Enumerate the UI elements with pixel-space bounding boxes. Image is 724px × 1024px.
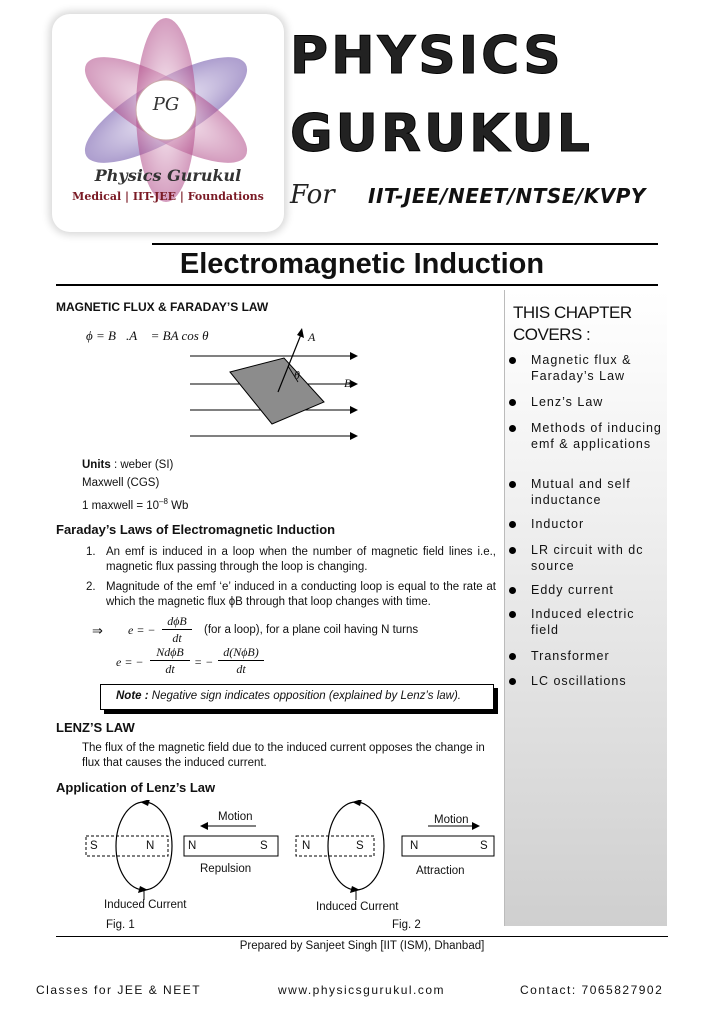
topic-label: Magnetic flux & Faraday’s Law — [531, 353, 632, 383]
fig2-caption: Fig. 2 — [392, 919, 421, 931]
maxwell-unit: Wb — [167, 499, 189, 512]
fig1-magnet-n: N — [146, 840, 155, 852]
fig1-motion-label: Motion — [218, 811, 253, 823]
topic-item — [531, 476, 665, 508]
area-vector-label: A⃗ — [308, 330, 325, 344]
eq2-lhs: e = − — [116, 655, 144, 669]
topic-label: LR circuit with dc source — [531, 543, 644, 573]
fig1-effect: Repulsion — [200, 863, 252, 875]
theta-label: θ — [294, 368, 300, 382]
flux-diagram — [190, 320, 370, 450]
lenz-application-heading: Application of Lenz’s Law — [56, 780, 216, 795]
eq2-numerator: NdϕB — [150, 645, 190, 661]
bullet-icon — [509, 611, 516, 618]
field-vector-label: B⃗ — [344, 376, 361, 390]
fig1-current-label: Induced Current — [104, 899, 187, 911]
units-si: : weber (SI) — [110, 459, 174, 471]
lenz-heading: LENZ’S LAW — [56, 720, 135, 735]
topic-label: Eddy current — [531, 583, 614, 597]
topic-item — [531, 516, 665, 532]
topic-item — [531, 394, 665, 410]
implies-arrow: ⇒ — [92, 623, 103, 638]
fig1-bar-s: S — [260, 840, 268, 852]
bullet-icon — [509, 481, 516, 488]
topic-item — [531, 673, 665, 689]
fig1-bar-n: N — [188, 840, 197, 852]
maxwell-conversion — [82, 494, 188, 514]
maxwell-eq: 1 maxwell = 10 — [82, 499, 160, 512]
bullet-icon — [509, 357, 516, 364]
eq1-denominator: dt — [172, 631, 182, 645]
fig2-magnet-s: S — [356, 840, 364, 852]
bullet-icon — [509, 547, 516, 554]
logo-initials: PG — [152, 94, 180, 115]
eq1-lhs: e = − — [128, 623, 156, 637]
fig1-magnet-s: S — [90, 840, 98, 852]
topic-label: Methods of inducing emf & applications — [531, 421, 662, 451]
logo — [52, 14, 284, 232]
topic-label: Lenz’s Law — [531, 395, 604, 409]
lenz-text: The flux of the magnetic field due to the induced current opposes the change in flux that causes the induced current. — [82, 742, 485, 769]
page-title: Electromagnetic Induction — [179, 248, 545, 280]
law-2-number: 2. — [86, 581, 96, 593]
topic-item — [531, 648, 665, 664]
exam-list: IIT-JEE/NEET/NTSE/KVPY — [368, 184, 646, 208]
title-rule-bottom — [56, 284, 658, 286]
topic-item — [531, 352, 665, 384]
law-1-text: An emf is induced in a loop when the number of magnetic field lines i.e., magnetic flux passing through the loop is changing. — [106, 546, 496, 573]
logo-tagline: Medical | IIT-JEE | Foundations — [72, 190, 264, 203]
maxwell-exponent: –8 — [159, 497, 168, 506]
faraday-heading: Faraday’s Laws of Electromagnetic Induction — [56, 522, 336, 537]
bullet-icon — [509, 678, 516, 685]
bullet-icon — [509, 425, 516, 432]
eq2-denominator: dt — [165, 662, 175, 676]
prepared-by: Prepared by Sanjeet Singh [IIT (ISM), Dhanbad] — [239, 940, 485, 952]
topic-item — [531, 582, 665, 598]
eq1-numerator: dϕB — [162, 614, 192, 630]
fig1-caption: Fig. 1 — [106, 919, 135, 931]
footer-classes: Classes for JEE & NEET — [36, 983, 202, 997]
footer-website: www.physicsgurukul.com — [278, 983, 446, 997]
chapter-contents-sidebar — [504, 290, 667, 926]
brand-line-2: GURUKUL — [290, 104, 593, 164]
for-word: For — [290, 180, 335, 210]
units-label: Units — [82, 459, 111, 471]
logo-name: Physics Gurukul — [94, 166, 242, 185]
sidebar-title-line-1: THIS CHAPTER — [513, 303, 632, 322]
law-2-text: Magnitude of the emf ‘e’ induced in a conducting loop is equal to the rate at which the magnetic flux ϕB through that loop changes with time. — [106, 581, 496, 608]
flux-formula: ϕ = B⃗.A⃗ = BA cos θ — [86, 328, 209, 343]
topic-label: Inductor — [531, 517, 585, 531]
fig2-magnet-n: N — [302, 840, 311, 852]
fig2-bar-n: N — [410, 840, 419, 852]
fig2-bar-s: S — [480, 840, 488, 852]
units-line — [82, 458, 173, 473]
bullet-icon — [509, 521, 516, 528]
eq2-denominator-2: dt — [236, 662, 246, 676]
topic-item — [531, 420, 665, 452]
fig2-effect: Attraction — [416, 865, 465, 877]
section-heading-flux: MAGNETIC FLUX & FARADAY’S LAW — [56, 300, 269, 314]
eq1-note: (for a loop), for a plane coil having N turns — [204, 624, 419, 636]
fig2-current-label: Induced Current — [316, 901, 399, 913]
bullet-icon — [509, 399, 516, 406]
topic-label: Induced electric field — [531, 607, 635, 637]
topic-item — [531, 542, 665, 574]
topic-label: Transformer — [531, 649, 610, 663]
note-text: Negative sign indicates opposition (explained by Lenz’s law). — [148, 690, 461, 702]
eq2-middle: = − — [194, 655, 214, 669]
units-cgs: Maxwell (CGS) — [82, 477, 160, 489]
note-label: Note : — [116, 690, 149, 702]
eq2-numerator-2: d(NϕB) — [218, 645, 264, 661]
sidebar-title-line-2: COVERS : — [513, 325, 591, 344]
fig2-motion-label: Motion — [434, 814, 469, 826]
brand-line-1: PHYSICS — [290, 26, 564, 86]
bullet-icon — [509, 653, 516, 660]
footer-rule — [56, 936, 668, 937]
sidebar-title — [513, 302, 632, 346]
topic-label: LC oscillations — [531, 674, 627, 688]
law-1-number: 1. — [86, 546, 96, 558]
topic-item — [531, 606, 665, 638]
bullet-icon — [509, 587, 516, 594]
title-rule-top — [152, 243, 658, 245]
footer-contact: Contact: 7065827902 — [520, 983, 664, 997]
note — [116, 690, 461, 702]
topic-label: Mutual and self inductance — [531, 477, 631, 507]
